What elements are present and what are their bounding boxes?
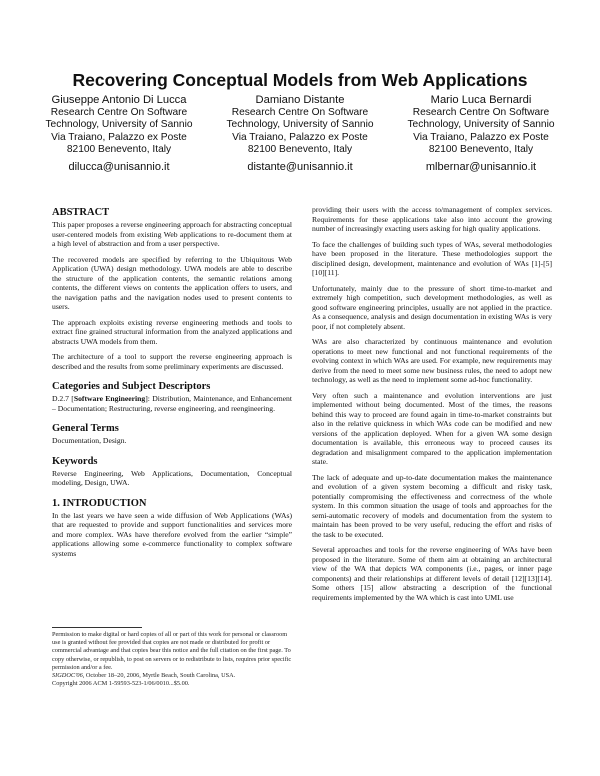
body-paragraph: To face the challenges of building such types of WAs, several methodologies have been proposed in the literature. These methodologies support the disciplined design, development, maintenance and evolution of WAs [1]-[5][10][11]. bbox=[312, 239, 552, 277]
author-name: Mario Luca Bernardi bbox=[430, 94, 532, 106]
author-address: 82100 Benevento, Italy bbox=[428, 144, 534, 156]
categories-text bbox=[52, 394, 292, 413]
permission-notice bbox=[52, 631, 292, 688]
keywords-text: Reverse Engineering, Web Applications, Documentation, Conceptual modeling, Design, UWA. bbox=[52, 468, 292, 487]
general-terms-heading: General Terms bbox=[52, 423, 119, 434]
keywords-heading: Keywords bbox=[52, 455, 98, 467]
general-terms-text: Documentation, Design. bbox=[52, 436, 127, 445]
footnote-rule bbox=[52, 627, 142, 628]
body-paragraph: Unfortunately, mainly due to the pressure of short time-to-market and extremely high competition, such development methodologies, as well as good software engineering principles, usually are not applied in the practice. As a consequence, analysis and design documentation in existing WAs is very poor, if not completely absent. bbox=[312, 283, 552, 331]
body-paragraph: providing their users with the access to/management of complex services. Requirements for these applications take also into account the growing number of increasingly exacting users asking for high quality applications. bbox=[312, 205, 552, 233]
copyright-line: Copyright 2006 ACM 1-59593-523-1/06/0010...$5.00. bbox=[52, 680, 190, 688]
body-paragraph: The lack of adequate and up-to-date documentation makes the maintenance and evolution of a given system becoming a difficult and risky task, potentially compromising the effectiveness and correctness of the whole system. In this common situation the usage of tools and approaches for the semi-automatic recovery of models and documentation from the system to maintain has been proved to be very useful, reducing the effort and risks of the task to be executed. bbox=[312, 472, 552, 539]
author-affiliation: Research Centre On Software bbox=[50, 107, 188, 118]
categories-heading: Categories and Subject Descriptors bbox=[52, 381, 211, 392]
author-block bbox=[30, 94, 570, 173]
body-paragraph: Very often such a maintenance and evolution interventions are just implemented without being documented. Most of the times, the reasons behind this way to proceed are found again in time-to-market constraints but also in the relative quickness in which WAs code can be modified and new versions of the application deployed. When for a given WA some design documentation is available, this erroneous way to proceed causes its degradation and misalignment compared to the application implementation state. bbox=[312, 390, 552, 466]
permission-text: Permission to make digital or hard copies of all or part of this work for personal or classroom use is granted without fee provided that copies are not made or distributed for profit or commercial advantage and that copies bear this notice and the full citation on the first page. To copy otherwise, or republish, to post on servers or to redistribute to lists, requires prior specific permission and/or a fee. bbox=[52, 631, 292, 671]
abstract-paragraph: The architecture of a tool to support the reverse engineering approach is described and the results from some preliminary experiments are discussed. bbox=[52, 352, 292, 371]
author-address: Via Traiano, Palazzo ex Poste bbox=[232, 131, 368, 143]
author-email: mlbernar@unisannio.it bbox=[425, 160, 537, 173]
author-affiliation: Research Centre On Software bbox=[231, 107, 369, 118]
right-column bbox=[312, 205, 552, 608]
author-email: distante@unisannio.it bbox=[247, 160, 353, 173]
categories-rest: ]: Distribution, Maintenance, and Enhancement – Documentation; Restructuring, reverse engineering, and reengineering. bbox=[52, 394, 292, 413]
author-affiliation: Research Centre On Software bbox=[412, 107, 550, 118]
abstract-heading: ABSTRACT bbox=[52, 207, 110, 218]
venue-details: , October 18–20, 2006, Myrtle Beach, South Carolina, USA. bbox=[82, 672, 236, 680]
left-column bbox=[52, 207, 292, 564]
author-name: Damiano Distante bbox=[255, 94, 345, 106]
author-address: 82100 Benevento, Italy bbox=[66, 144, 172, 156]
body-paragraph: WAs are also characterized by continuous maintenance and evolution operations to meet new functional and not functional requirements of the evolving context in which WAs are used. For example, new requirements may derive from the need to meet some new business rules, the need to adopt new technology, as well as the need to implement some ad-hoc functionality. bbox=[312, 337, 552, 384]
venue-line bbox=[52, 672, 292, 680]
introduction-heading: 1. INTRODUCTION bbox=[52, 497, 147, 509]
categories-bold: Software Engineering bbox=[73, 394, 146, 403]
abstract-paragraph: The approach exploits existing reverse engineering methods and tools to extract fine grained structural information from the analyzed applications and abstracts UWA models from them. bbox=[52, 317, 292, 346]
author-affiliation: Technology, University of Sannio bbox=[407, 119, 555, 131]
venue-name: SIGDOC'06 bbox=[52, 672, 83, 680]
author-address: 82100 Benevento, Italy bbox=[247, 144, 353, 156]
author-3 bbox=[392, 94, 570, 173]
categories-code: D.2.7 [ bbox=[52, 394, 74, 403]
author-name: Giuseppe Antonio Di Lucca bbox=[51, 94, 187, 106]
paper-title: Recovering Conceptual Models from Web Applications bbox=[72, 70, 528, 90]
abstract-paragraph: The recovered models are specified by referring to the Ubiquitous Web Application (UWA) design methodology. UWA models are able to describe the structure of the application contents, the semantic relations among contents, the different views on contents the application offers to users, and the navigation paths and the navigation nodes used to present contents to users. bbox=[52, 254, 292, 311]
abstract-paragraph: This paper proposes a reverse engineering approach for abstracting conceptual user-centered models from existing Web applications to re-document them at a high level of abstraction and from a user perspective. bbox=[52, 220, 292, 248]
author-affiliation: Technology, University of Sannio bbox=[45, 119, 193, 131]
author-email: dilucca@unisannio.it bbox=[68, 160, 170, 173]
author-address: Via Traiano, Palazzo ex Poste bbox=[51, 131, 187, 143]
author-1 bbox=[30, 94, 208, 173]
author-address: Via Traiano, Palazzo ex Poste bbox=[413, 131, 549, 143]
author-affiliation: Technology, University of Sannio bbox=[226, 119, 374, 131]
introduction-paragraph: In the last years we have seen a wide diffusion of Web Applications (WAs) that are requested to provide and support functionalities and services more and more complex. WAs have therefore evolved from the earlier “simple” applications allowing some e-commerce functionality to complex software systems bbox=[52, 510, 292, 558]
body-paragraph: Several approaches and tools for the reverse engineering of WAs have been proposed in the literature. Some of them aim at obtaining an architectural view of the WA that depicts WA components (i.e., pages, or inner page components) and their relationships at different levels of detail [12][13][14]. Some others [15] allow abstracting a description of the functional requirements implemented by the WA which is cast into UML use bbox=[312, 545, 552, 602]
author-2 bbox=[211, 94, 389, 173]
